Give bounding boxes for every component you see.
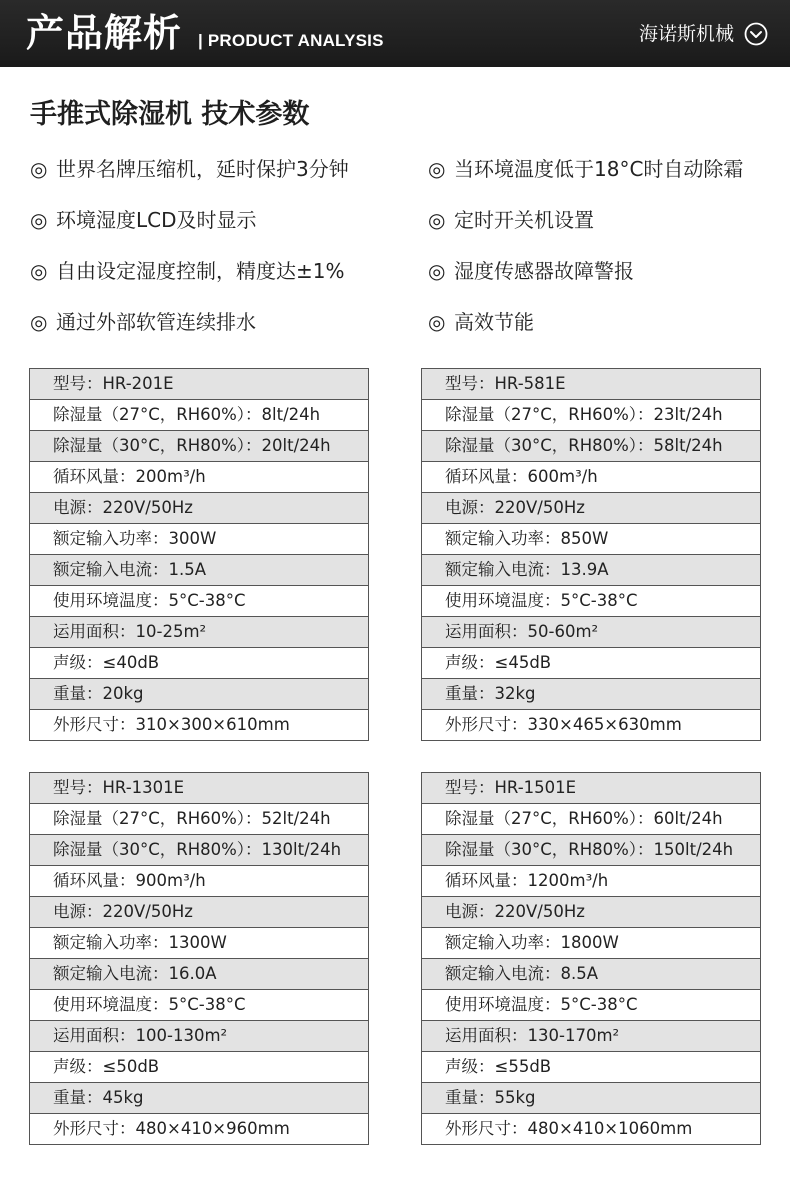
feature-item: [428, 155, 743, 183]
spec-row: 重量：32kg: [422, 679, 760, 710]
spec-row: 额定输入电流：1.5A: [30, 555, 368, 586]
feature-text: 世界名牌压缩机，延时保护3分钟: [56, 157, 349, 181]
spec-row: 循环风量：900m³/h: [30, 866, 368, 897]
spec-row: 运用面积：10-25m²: [30, 617, 368, 648]
spec-row: 使用环境温度：5°C-38°C: [422, 990, 760, 1021]
spec-row: 型号：HR-1301E: [30, 773, 368, 804]
spec-row: 外形尺寸：480×410×1060mm: [422, 1114, 760, 1145]
spec-row: 电源：220V/50Hz: [30, 493, 368, 524]
spec-row: 除湿量（30°C，RH80%）：130lt/24h: [30, 835, 368, 866]
spec-row: 声级：≤45dB: [422, 648, 760, 679]
spec-row: 运用面积：50-60m²: [422, 617, 760, 648]
bullet-icon: ◎: [428, 310, 446, 334]
spec-row: 使用环境温度：5°C-38°C: [422, 586, 760, 617]
spec-row: 电源：220V/50Hz: [422, 897, 760, 928]
spec-row: 型号：HR-581E: [422, 369, 760, 400]
chevron-down-circle-icon[interactable]: [744, 22, 768, 46]
spec-row: 使用环境温度：5°C-38°C: [30, 990, 368, 1021]
feature-item: [428, 308, 534, 336]
spec-row: 除湿量（30°C，RH80%）：58lt/24h: [422, 431, 760, 462]
spec-row: 电源：220V/50Hz: [422, 493, 760, 524]
feature-text: 通过外部软管连续排水: [56, 310, 256, 334]
spec-row: 运用面积：100-130m²: [30, 1021, 368, 1052]
feature-text: 高效节能: [454, 310, 534, 334]
feature-item: [428, 257, 634, 285]
spec-row: 额定输入功率：1300W: [30, 928, 368, 959]
feature-text: 定时开关机设置: [454, 208, 594, 232]
feature-item: [30, 155, 349, 183]
spec-row: 额定输入功率：1800W: [422, 928, 760, 959]
header-bar: [0, 0, 790, 67]
spec-row: 重量：55kg: [422, 1083, 760, 1114]
feature-item: [30, 308, 256, 336]
spec-row: 除湿量（27°C，RH60%）：8lt/24h: [30, 400, 368, 431]
bullet-icon: ◎: [30, 208, 48, 232]
spec-row: 电源：220V/50Hz: [30, 897, 368, 928]
spec-row: 循环风量：1200m³/h: [422, 866, 760, 897]
spec-row: 除湿量（27°C，RH60%）：52lt/24h: [30, 804, 368, 835]
spec-row: 外形尺寸：480×410×960mm: [30, 1114, 368, 1145]
spec-row: 型号：HR-1501E: [422, 773, 760, 804]
header-title: 产品解析: [26, 11, 183, 55]
feature-item: [428, 206, 594, 234]
spec-row: 循环风量：600m³/h: [422, 462, 760, 493]
bullet-icon: ◎: [428, 208, 446, 232]
spec-row: 重量：20kg: [30, 679, 368, 710]
spec-table-hr-581e: [421, 368, 761, 741]
spec-table-hr-1301e: [29, 772, 369, 1145]
spec-row: 声级：≤50dB: [30, 1052, 368, 1083]
feature-text: 自由设定湿度控制，精度达±1%: [56, 259, 345, 283]
feature-text: 环境湿度LCD及时显示: [56, 208, 257, 232]
bullet-icon: ◎: [30, 259, 48, 283]
bullet-icon: ◎: [30, 310, 48, 334]
spec-row: 重量：45kg: [30, 1083, 368, 1114]
feature-item: [30, 257, 345, 285]
spec-row: 额定输入电流：8.5A: [422, 959, 760, 990]
spec-row: 除湿量（27°C，RH60%）：23lt/24h: [422, 400, 760, 431]
bullet-icon: ◎: [428, 259, 446, 283]
spec-row: 额定输入电流：13.9A: [422, 555, 760, 586]
spec-row: 除湿量（30°C，RH80%）：20lt/24h: [30, 431, 368, 462]
feature-text: 当环境温度低于18°C时自动除霜: [454, 157, 744, 181]
spec-row: 循环风量：200m³/h: [30, 462, 368, 493]
feature-text: 湿度传感器故障警报: [454, 259, 634, 283]
spec-row: 额定输入功率：300W: [30, 524, 368, 555]
spec-row: 使用环境温度：5°C-38°C: [30, 586, 368, 617]
section-title: 手推式除湿机 技术参数: [30, 99, 310, 130]
brand-name: 海诺斯机械: [638, 23, 734, 45]
spec-table-hr-1501e: [421, 772, 761, 1145]
spec-table-hr-201e: [29, 368, 369, 741]
spec-row: 外形尺寸：330×465×630mm: [422, 710, 760, 741]
spec-row: 运用面积：130-170m²: [422, 1021, 760, 1052]
bullet-icon: ◎: [428, 157, 446, 181]
header-subtitle: | PRODUCT ANALYSIS: [198, 31, 384, 50]
bullet-icon: ◎: [30, 157, 48, 181]
spec-row: 额定输入电流：16.0A: [30, 959, 368, 990]
spec-row: 声级：≤55dB: [422, 1052, 760, 1083]
spec-row: 除湿量（27°C，RH60%）：60lt/24h: [422, 804, 760, 835]
spec-row: 额定输入功率：850W: [422, 524, 760, 555]
spec-row: 外形尺寸：310×300×610mm: [30, 710, 368, 741]
feature-item: [30, 206, 257, 234]
spec-row: 除湿量（30°C，RH80%）：150lt/24h: [422, 835, 760, 866]
spec-row: 声级：≤40dB: [30, 648, 368, 679]
spec-row: 型号：HR-201E: [30, 369, 368, 400]
